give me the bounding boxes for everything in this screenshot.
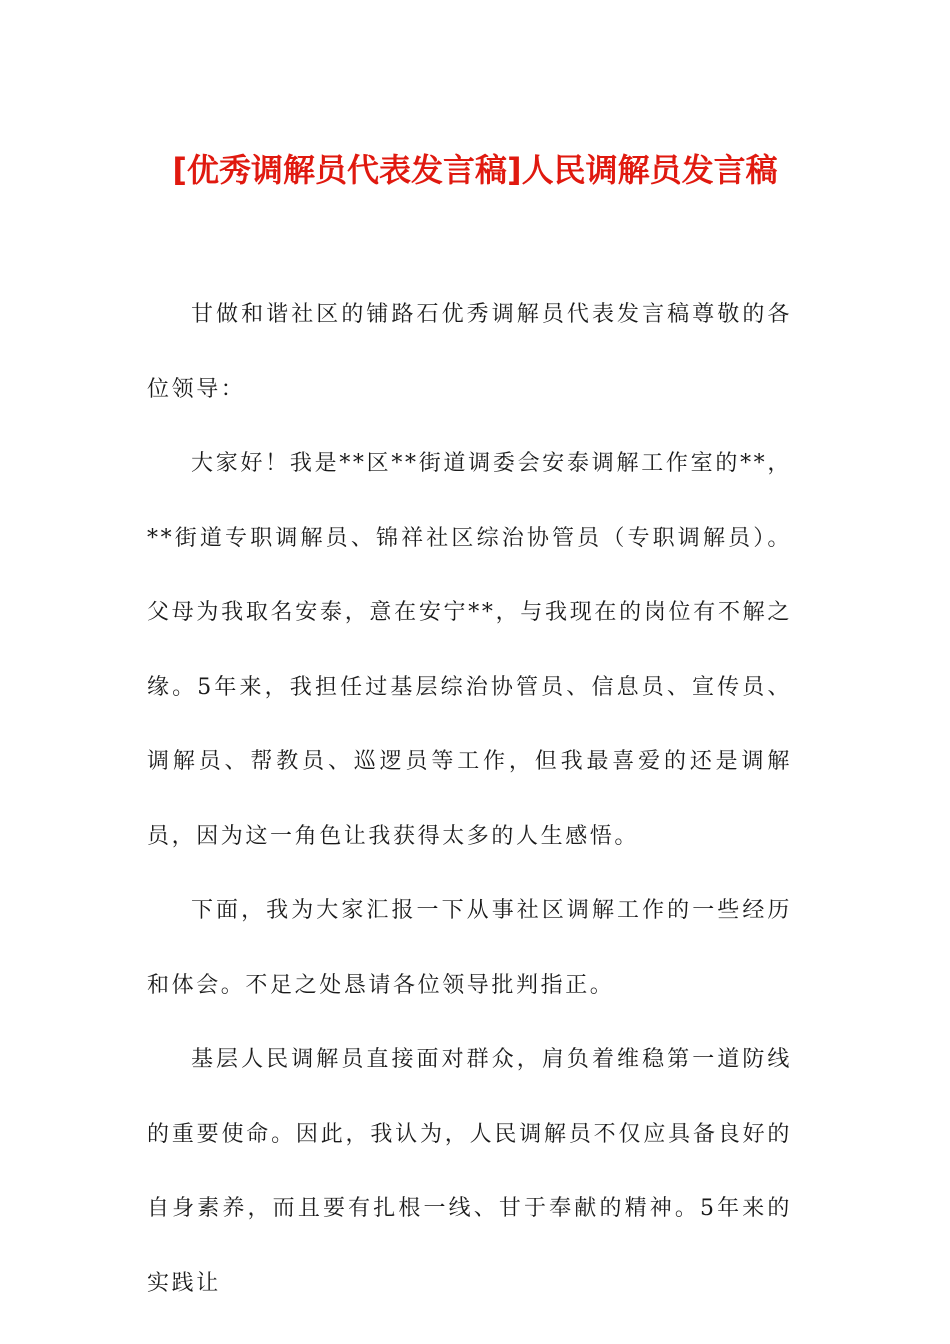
paragraph-report: 下面，我为大家汇报一下从事社区调解工作的一些经历和体会。不足之处恳请各位领导批判指正。: [147, 898, 792, 998]
document-body: [147, 278, 792, 1321]
paragraph-mission: 基层人民调解员直接面对群众，肩负着维稳第一道防线的重要使命。因此，我认为，人民调解员不仅应具备良好的自身素养，而且要有扎根一线、甘于奉献的精神。5年来的实践让: [147, 1047, 792, 1296]
document-title: [优秀调解员代表发言稿]人民调解员发言稿: [172, 151, 778, 189]
paragraph-greeting: 甘做和谐社区的铺路石优秀调解员代表发言稿尊敬的各位领导：: [147, 302, 792, 402]
paragraph-introduction: 大家好！我是**区**街道调委会安泰调解工作室的**，**街道专职调解员、锦祥社区综治协管员（专职调解员）。父母为我取名安泰，意在安宁**，与我现在的岗位有不解之缘。5年来，我担任过基层综治协管员、信息员、宣传员、调解员、帮教员、巡逻员等工作，但我最喜爱的还是调解员，因为这一角色让我获得太多的人生感悟。: [147, 451, 792, 849]
